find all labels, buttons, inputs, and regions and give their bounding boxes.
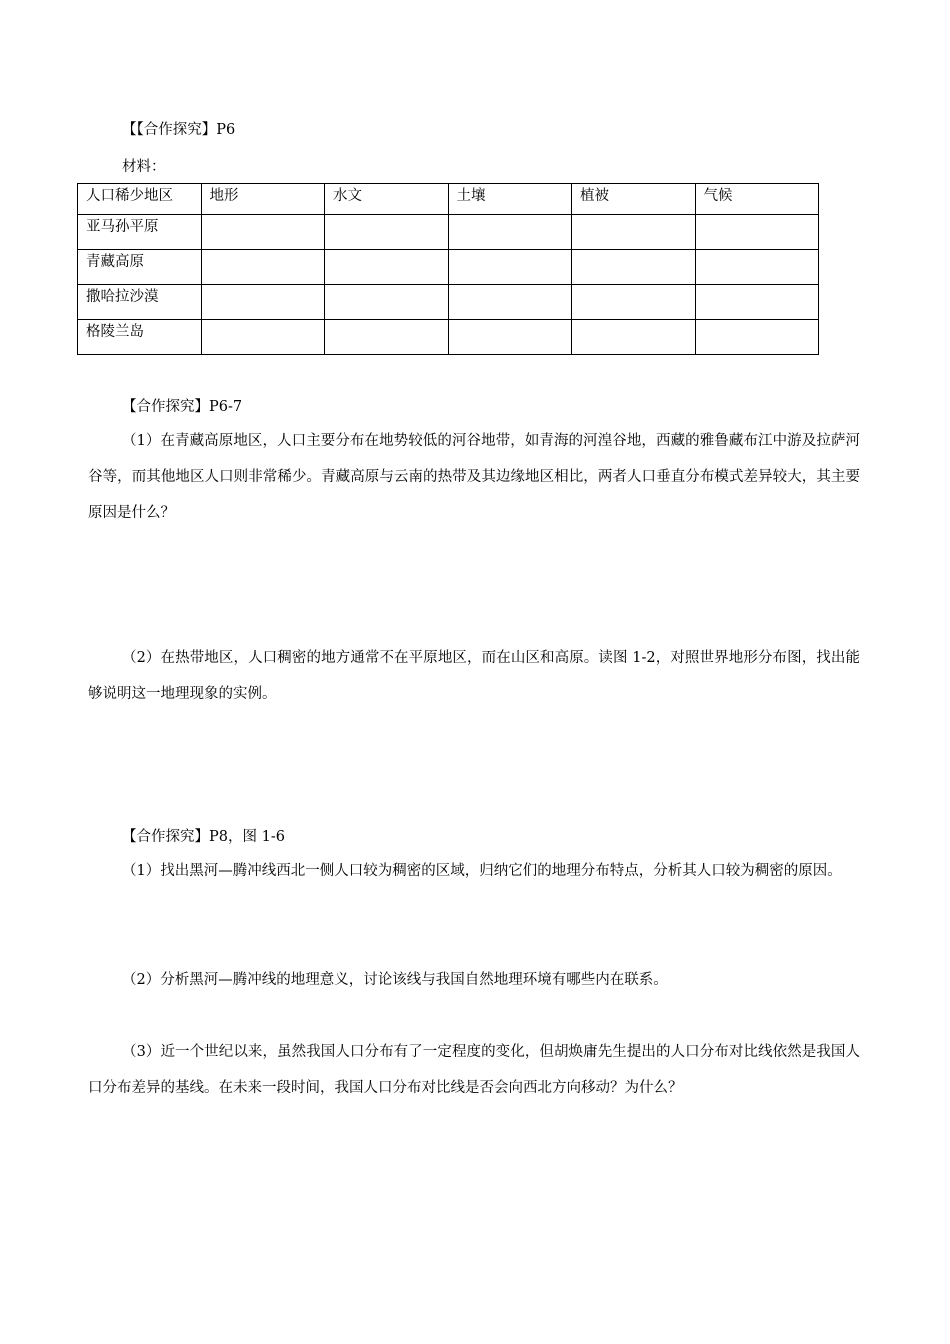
table-cell [695, 285, 819, 320]
table-cell [448, 215, 572, 250]
table-row [78, 215, 819, 250]
question-text: （3）近一个世纪以来，虽然我国人口分布有了一定程度的变化，但胡焕庸先生提出的人口分布对比线依然是我国人口分布差异的基线。在未来一段时间，我国人口分布对比线是否会向西北方向移动？为什么？ [88, 1044, 860, 1096]
table-header-cell: 水文 [325, 184, 449, 215]
section3-heading: 【合作探究】P8，图 1-6 [122, 829, 285, 845]
table-cell [448, 250, 572, 285]
table-header-cell: 人口稀少地区 [78, 184, 202, 215]
sparse-population-table [77, 183, 819, 355]
material-label: 材料： [122, 159, 166, 175]
table-cell [448, 320, 572, 355]
table-header-cell: 气候 [695, 184, 819, 215]
table-header-cell: 植被 [572, 184, 696, 215]
table-row [78, 285, 819, 320]
table-cell [572, 215, 696, 250]
section2-heading: 【合作探究】P6-7 [122, 399, 243, 415]
question-text: （1）找出黑河—腾冲线西北一侧人口较为稠密的区域，归纳它们的地理分布特点，分析其人口较为稠密的原因。 [122, 863, 842, 879]
table-cell: 撒哈拉沙漠 [78, 285, 202, 320]
table-cell [325, 285, 449, 320]
table-header-cell: 地形 [201, 184, 325, 215]
table-row [78, 320, 819, 355]
question-text: （1）在青藏高原地区，人口主要分布在地势较低的河谷地带，如青海的河湟谷地，西藏的雅鲁藏布江中游及拉萨河谷等，而其他地区人口则非常稀少。青藏高原与云南的热带及其边缘地区相比，两者人口垂直分布模式差异较大，其主要原因是什么？ [88, 433, 860, 521]
table-cell [201, 320, 325, 355]
section1-heading: 【【合作探究】P6 [122, 122, 236, 138]
table-cell [325, 320, 449, 355]
table-cell [448, 285, 572, 320]
table-cell [201, 250, 325, 285]
table-cell [325, 250, 449, 285]
table-cell [572, 250, 696, 285]
table-cell [201, 285, 325, 320]
table-cell [572, 320, 696, 355]
table-cell [695, 320, 819, 355]
table-row [78, 250, 819, 285]
question-text: （2）分析黑河—腾冲线的地理意义，讨论该线与我国自然地理环境有哪些内在联系。 [122, 972, 668, 988]
table-cell: 亚马孙平原 [78, 215, 202, 250]
table-header-cell: 土壤 [448, 184, 572, 215]
table-header-row [78, 184, 819, 215]
table-cell [325, 215, 449, 250]
table-cell [572, 285, 696, 320]
question-text: （2）在热带地区，人口稠密的地方通常不在平原地区，而在山区和高原。读图 1-2，对照世界地形分布图，找出能够说明这一地理现象的实例。 [88, 650, 860, 702]
table-cell [201, 215, 325, 250]
table-cell [695, 250, 819, 285]
table-cell [695, 215, 819, 250]
table-cell: 青藏高原 [78, 250, 202, 285]
table-cell: 格陵兰岛 [78, 320, 202, 355]
